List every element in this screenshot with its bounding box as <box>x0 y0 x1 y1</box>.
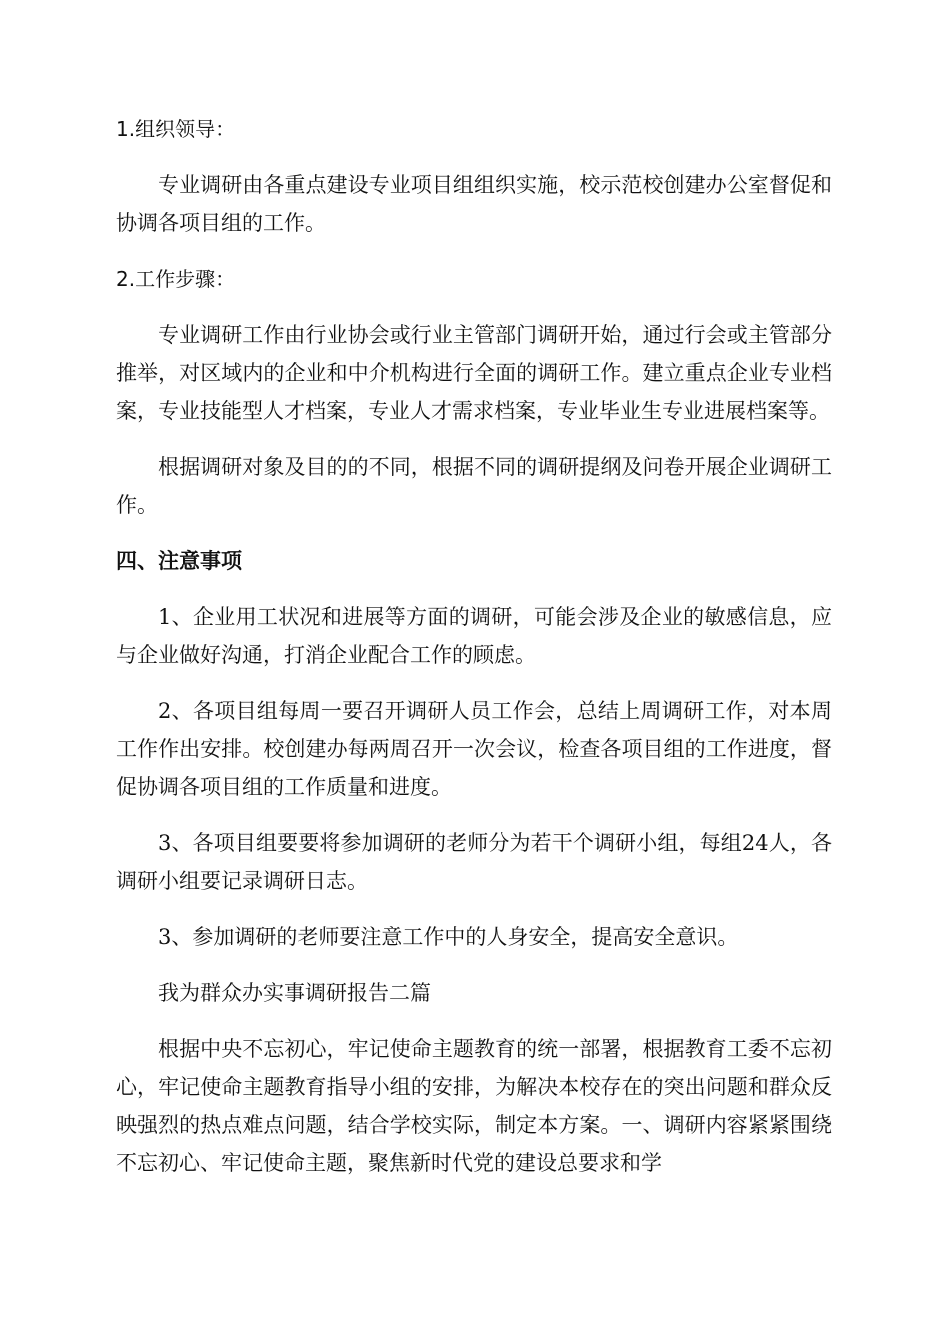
paragraph-note-4: 3、参加调研的老师要注意工作中的人身安全，提高安全意识。 <box>158 925 739 949</box>
paragraph-organization: 专业调研由各重点建设专业项目组组织实施，校示范校创建办公室督促和协调各项目组的工作。 <box>116 173 832 235</box>
section-heading-organization: 1.组织领导： <box>116 117 236 141</box>
report-title: 我为群众办实事调研报告二篇 <box>158 981 431 1005</box>
paragraph-report-intro: 根据中央不忘初心，牢记使命主题教育的统一部署，根据教育工委不忘初心，牢记使命主题教育指导小组的安排，为解决本校存在的突出问题和群众反映强烈的热点难点问题，结合学校实际，制定本方案。一、调研内容紧紧围绕不忘初心、牢记使命主题，聚焦新时代党的建设总要求和学 <box>116 1037 832 1175</box>
paragraph-note-2: 2、各项目组每周一要召开调研人员工作会，总结上周调研工作，对本周工作作出安排。校创建办每两周召开一次会议，检查各项目组的工作进度，督促协调各项目组的工作质量和进度。 <box>116 699 832 799</box>
section-heading-notes: 四、注意事项 <box>116 548 242 573</box>
paragraph-note-1: 1、企业用工状况和进展等方面的调研，可能会涉及企业的敏感信息，应与企业做好沟通，打消企业配合工作的顾虑。 <box>116 605 832 667</box>
document-page <box>116 110 832 1182</box>
paragraph-survey-method: 根据调研对象及目的的不同，根据不同的调研提纲及问卷开展企业调研工作。 <box>116 455 832 517</box>
paragraph-note-3: 3、各项目组要要将参加调研的老师分为若干个调研小组，每组24人，各调研小组要记录调研日志。 <box>116 831 832 893</box>
paragraph-steps: 专业调研工作由行业协会或行业主管部门调研开始，通过行会或主管部分推举，对区域内的企业和中介机构进行全面的调研工作。建立重点企业专业档案，专业技能型人才档案，专业人才需求档案，专业毕业生专业进展档案等。 <box>116 323 832 423</box>
section-heading-steps: 2.工作步骤： <box>116 267 236 291</box>
